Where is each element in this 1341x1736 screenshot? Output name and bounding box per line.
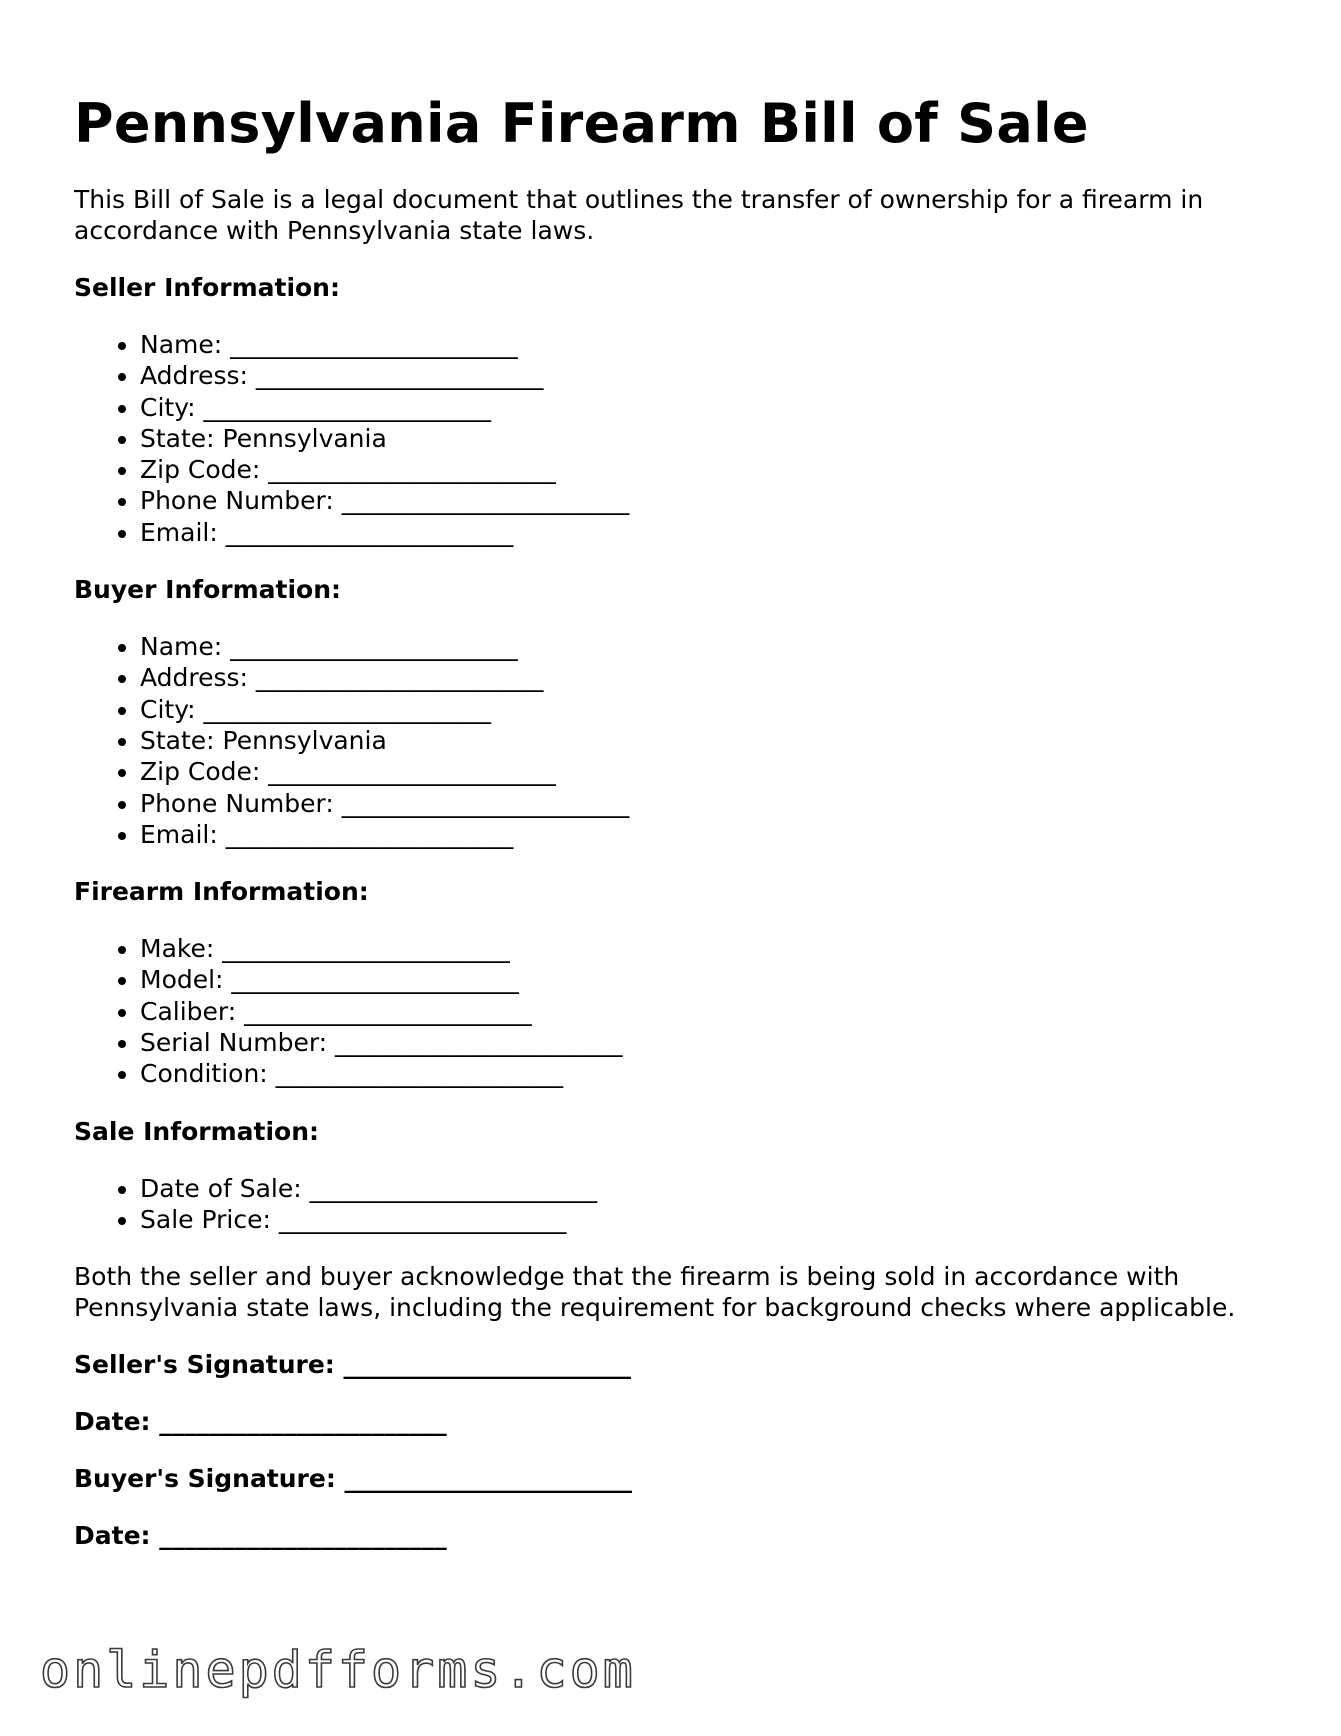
buyer-info-list [74,631,1274,850]
watermark-text: onlinepdfforms.com [40,1641,636,1699]
sale-info-list [74,1173,1274,1236]
document-page [74,0,1274,1551]
buyer-section-heading: Buyer Information: [74,575,342,605]
firearm-model-field: • Model: _______________________ [140,964,1274,995]
seller-phone-field: • Phone Number: _______________________ [140,485,1274,516]
firearm-condition-field: • Condition: _______________________ [140,1058,1274,1089]
firearm-make-field: • Make: _______________________ [140,933,1274,964]
buyer-date-line: Date: _______________________ [74,1521,447,1551]
seller-email-field: • Email: _______________________ [140,517,1274,548]
seller-signature-line: Seller's Signature: _______________________ [74,1350,631,1380]
buyer-phone-field: • Phone Number: _______________________ [140,788,1274,819]
buyer-address-field: • Address: _______________________ [140,662,1274,693]
buyer-state-field: • State: Pennsylvania [140,725,1274,756]
buyer-signature-line: Buyer's Signature: _______________________ [74,1464,633,1494]
seller-name-field: • Name: _______________________ [140,329,1274,360]
firearm-caliber-field: • Caliber: _______________________ [140,996,1274,1027]
firearm-info-list [74,933,1274,1089]
buyer-name-field: • Name: _______________________ [140,631,1274,662]
sale-price-field: • Sale Price: _______________________ [140,1204,1274,1235]
intro-paragraph: This Bill of Sale is a legal document that outlines the transfer of ownership for a firearm in accordance with Pennsylvania state laws. [74,185,1204,245]
seller-state-field: • State: Pennsylvania [140,423,1274,454]
seller-address-field: • Address: _______________________ [140,360,1274,391]
buyer-email-field: • Email: _______________________ [140,819,1274,850]
seller-section-heading: Seller Information: [74,273,340,302]
seller-date-line: Date: _______________________ [74,1407,447,1437]
seller-city-field: • City: _______________________ [140,392,1274,423]
buyer-city-field: • City: _______________________ [140,694,1274,725]
seller-info-list [74,329,1274,548]
seller-zip-field: • Zip Code: _______________________ [140,454,1274,485]
sale-date-field: • Date of Sale: _______________________ [140,1173,1274,1204]
buyer-zip-field: • Zip Code: _______________________ [140,756,1274,787]
firearm-serial-field: • Serial Number: _______________________ [140,1027,1274,1058]
page-title: Pennsylvania Firearm Bill of Sale [74,92,1089,155]
sale-section-heading: Sale Information: [74,1116,319,1146]
acknowledgment-paragraph: Both the seller and buyer acknowledge that the firearm is being sold in accordance with Pennsylvania state laws, including the requirement for background checks where applicable. [74,1262,1236,1323]
firearm-section-heading: Firearm Information: [74,877,369,907]
